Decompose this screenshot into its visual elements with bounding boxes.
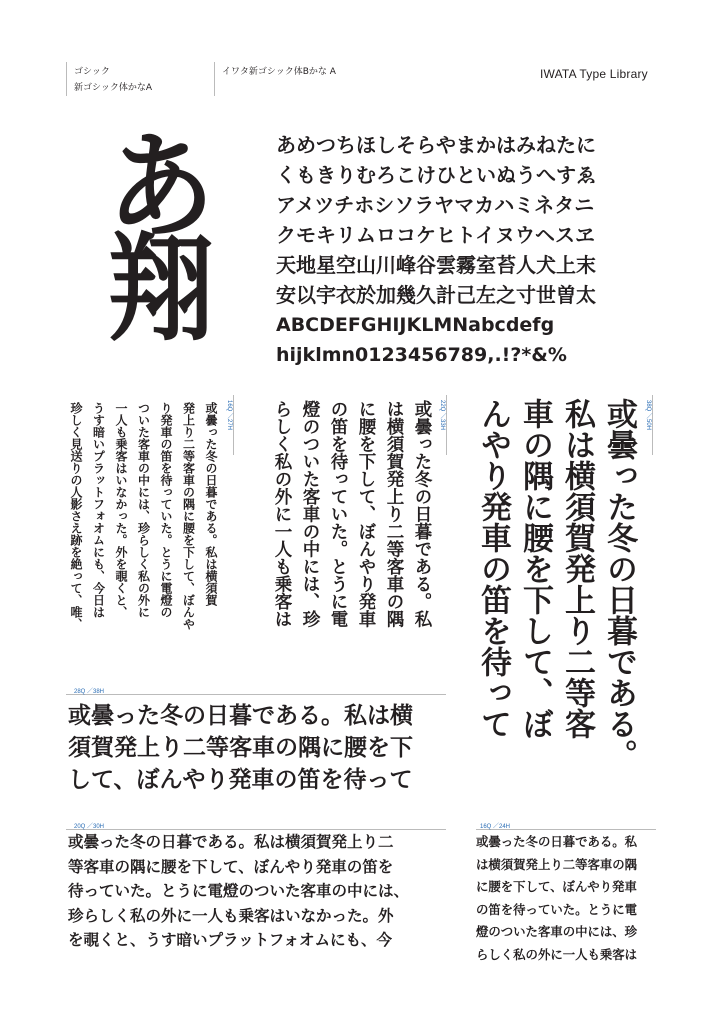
sample-38q-line: 或曇った冬の日暮である。 xyxy=(601,398,637,770)
sample-16q-horizontal-line: に腰を下して、ぼんやり発車 xyxy=(476,879,637,894)
sample-16q-vertical-line: 或曇った冬の日暮である。私は横須賀 xyxy=(204,402,218,606)
label-rule-28q xyxy=(66,694,446,695)
sample-38q-line: 車の隅に腰を下して、ぼ xyxy=(517,398,553,739)
sample-16q-horizontal-line: 燈のついた客車の中には、珍 xyxy=(476,924,638,939)
header-rule-mid xyxy=(214,62,215,96)
sample-20q-line: 或曇った冬の日暮である。私は横須賀発上り二 xyxy=(68,833,394,851)
sample-38q xyxy=(470,398,640,778)
sample-16q-vertical-line: り発車の笛を待っていた。とうに電燈の xyxy=(159,402,173,618)
charset-line: あめつちほしそらやまかはみねたに xyxy=(276,133,596,157)
charset-line: hijklmn0123456789,.!?*&% xyxy=(276,344,567,366)
sample-16q-vertical-line: ついた客車の中には、珍らしく私の外に xyxy=(136,402,151,618)
sample-20q-line: 珍らしく私の外に一人も乗客はいなかった。外 xyxy=(68,906,394,925)
sample-20q xyxy=(68,830,448,953)
sample-16q-horizontal-line: 或曇った冬の日暮である。私 xyxy=(476,834,638,849)
charset-line: クモキリムロコケヒトイヌウヘスヱ xyxy=(276,223,595,247)
header-font-name: 新ゴシック体かなA xyxy=(74,83,152,93)
size-label-20q: 20Q ／30H xyxy=(74,824,105,830)
big-glyph-sho: 翔 xyxy=(107,222,215,357)
sample-16q-horizontal-line: は横須賀発上り二等客車の隅 xyxy=(476,856,638,872)
charset-line: ABCDEFGHIJKLMNabcdefg xyxy=(276,314,555,336)
sample-28q-line: 須賀発上り二等客車の隅に腰を下 xyxy=(68,735,413,761)
charset-line: 安以宇衣於加幾久計己左之寸世曽太 xyxy=(276,283,596,307)
sample-38q-line: んやり発車の笛を待って xyxy=(475,398,511,739)
sample-28q xyxy=(68,700,448,796)
sample-16q-horizontal-line: らしく私の外に一人も乗客は xyxy=(476,946,638,962)
sample-16q-vertical-line: 一人も乗客はいなかった。外を覗くと、 xyxy=(114,402,128,618)
size-label-16q-horizontal: 16Q ／24H xyxy=(480,824,511,830)
sample-20q-line: 等客車の隅に腰を下して、ぼんやり発車の笛を xyxy=(68,857,394,876)
sample-38q-line: 私は横須賀発上り二等客 xyxy=(559,398,595,739)
sample-16q-vertical xyxy=(64,402,222,664)
sample-16q-vertical-line: うす暗いプラットフォオムにも、今日は xyxy=(91,402,106,618)
sample-28q-line: して、ぼんやり発車の笛を待って xyxy=(68,767,413,793)
size-label-16q-vertical: 16Q ／27H xyxy=(226,400,232,431)
sample-16q-vertical-line: 珍しく見送りの人影さえ跡を絶って、唯、 xyxy=(69,402,83,630)
header-font-full-name: イワタ新ゴシック体Bかな A xyxy=(222,67,336,77)
header-brand: IWATA Type Library xyxy=(540,67,648,81)
charset-block xyxy=(276,130,656,370)
sample-22q-line: 燈のついた客車の中には、珍 xyxy=(300,400,320,628)
charset-line: くもきりむろこけひといぬうへすゑ xyxy=(276,163,596,187)
sample-22q-line: 或曇った冬の日暮である。私 xyxy=(412,400,432,628)
sample-22q-line: らしく私の外に一人も乗客は xyxy=(272,400,292,628)
sample-28q-line: 或曇った冬の日暮である。私は横 xyxy=(68,703,413,729)
size-label-38q: 38Q ／50H xyxy=(645,400,651,431)
sample-16q-horizontal xyxy=(476,831,658,966)
size-label-22q: 22Q ／33H xyxy=(439,400,445,431)
charset-line: 天地星空山川峰谷雲霧室苔人犬上末 xyxy=(276,253,596,277)
sample-22q-line: の笛を待っていた。とうに電 xyxy=(328,400,348,628)
sample-22q xyxy=(268,400,436,660)
size-label-28q: 28Q ／38H xyxy=(74,689,105,695)
charset-line: アメツチホシソラヤマカハミネタニ xyxy=(276,193,595,217)
big-glyph-a: あ xyxy=(107,120,215,255)
sample-22q-line: は横須賀発上り二等客車の隅 xyxy=(384,400,404,628)
header-category: ゴシック xyxy=(74,67,110,77)
sample-20q-line: を覗くと、うす暗いプラットフォオムにも、今 xyxy=(68,931,392,949)
sample-16q-vertical-line: 発上り二等客車の隅に腰を下して、ぼんや xyxy=(181,402,196,630)
sample-20q-line: 待っていた。とうに電燈のついた客車の中には、 xyxy=(68,882,410,900)
sample-22q-line: に腰を下して、ぼんやり発車 xyxy=(356,400,376,628)
sample-16q-horizontal-line: の笛を待っていた。とうに電 xyxy=(476,901,638,917)
header-rule-left xyxy=(66,62,67,96)
